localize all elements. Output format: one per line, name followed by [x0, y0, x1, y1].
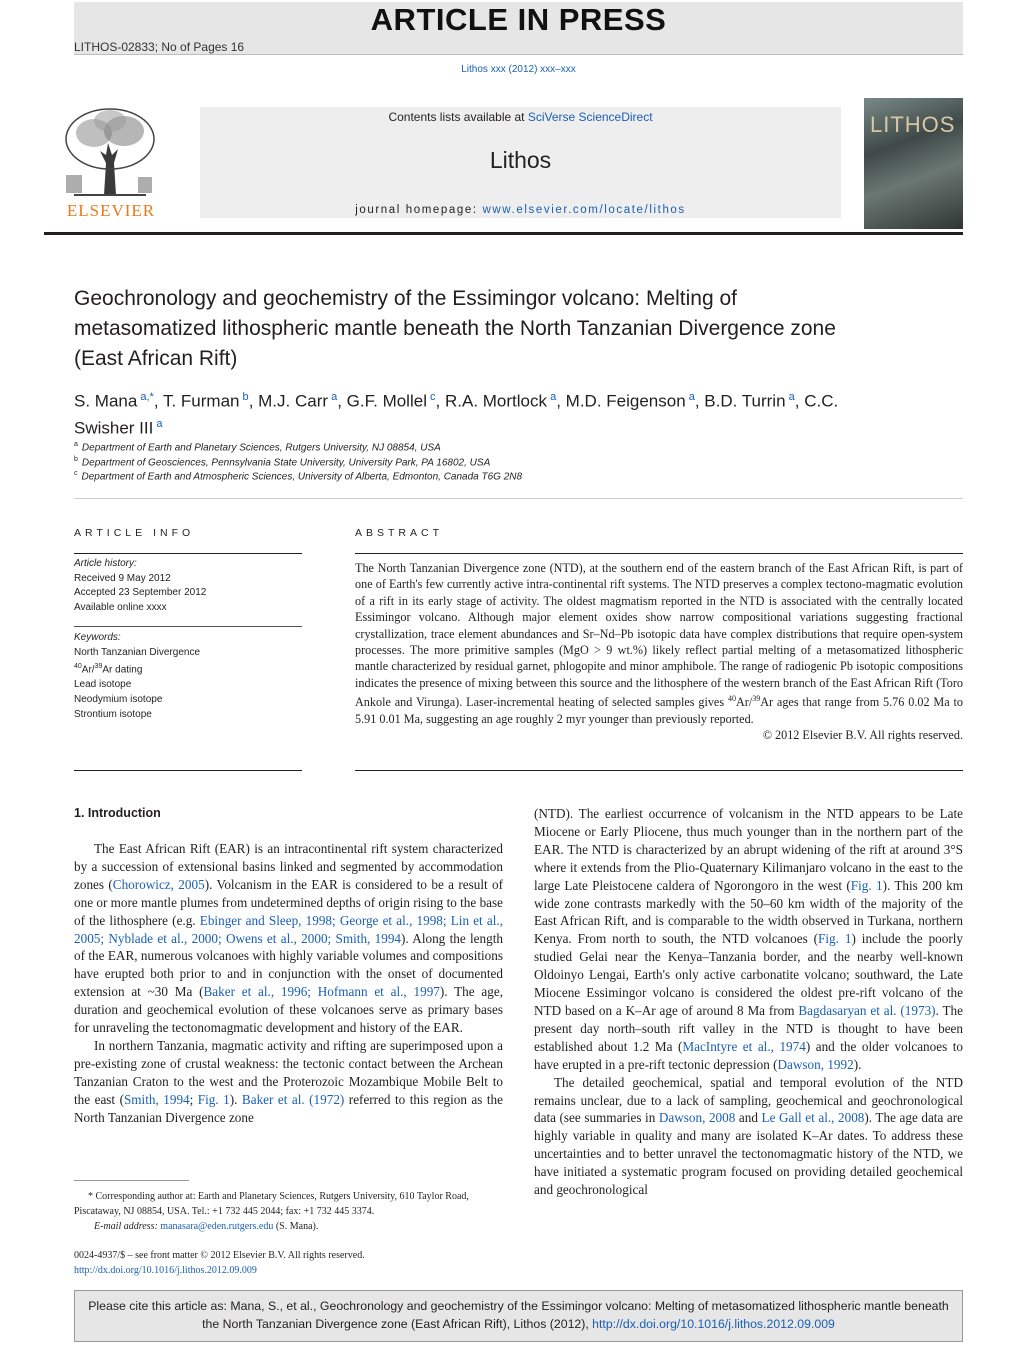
author-affiliation-marker[interactable]: c — [426, 391, 436, 403]
body-text: ). Volcanism in the EAR is considered to be a result of one or more mantle plumes from undetermined depths of origin rising to the base of the lithosphere (e.g. — [74, 876, 504, 928]
keyword: North Tanzanian Divergence — [74, 646, 201, 658]
citation-link[interactable]: Fig. 1 — [850, 877, 883, 893]
body-text: . The present day north–south rift valley in the NTD is thought to have been established about 1.2 Ma ( — [534, 1002, 963, 1054]
affiliation-text: Department of Earth and Planetary Sciences, Rutgers University, NJ 08854, USA — [81, 442, 441, 454]
abstract-text: Ar/ — [735, 695, 753, 710]
sciencedirect-link[interactable]: SciVerse ScienceDirect — [527, 110, 653, 124]
section-heading: 1. Introduction — [74, 806, 161, 820]
journal-reference[interactable]: Lithos xxx (2012) xxx–xxx — [461, 64, 576, 75]
superscript: 40 — [74, 663, 82, 671]
affiliation-marker: a — [74, 441, 78, 448]
citation-link[interactable]: MacIntyre et al., 1974 — [682, 1038, 806, 1054]
author-name: R.A. Mortlock — [444, 391, 548, 411]
author-name: G.F. Mollel — [346, 391, 427, 411]
abstract-rule — [355, 770, 963, 771]
corresponding-author: Corresponding author at: Earth and Planetary Sciences, Rutgers University, 610 Taylor Road, Piscataway, NJ 08854, USA. Tel.: +1 732 445 2044; fax: +1 732 445 3374. — [74, 1191, 469, 1217]
citation-link[interactable]: Baker et al., 1996; Hofmann et al., 1997 — [203, 984, 440, 1000]
body-text: The East African Rift (EAR) is an intracontinental rift system characterized by a succession of extensional basins linked and segmented by accommodation zones ( — [74, 841, 503, 892]
affiliation-b — [74, 456, 490, 468]
superscript: 40 — [727, 694, 736, 704]
abstract-text: The North Tanzanian Divergence zone (NTD), at the southern end of the eastern branch of the East African Rift, is part of one of Earth's few currently active intra-continental rift systems. The NTD preserves a complex tectono-magmatic evolution of a rift in its early stage of activity. The oldest magmatism reported in the NTD is associated with the centrally located Essimingor volcano. Although major element oxides show narrow compositional variations suggesting fractional crystallization, trace element abundances and Sr–Nd–Pb isotopic data have complex distributions that require open-system processes. The more primitive samples (MgO > 9 wt.%) likely reflect partial melting of a metasomatized lithospheric mantle characterized by residual garnet, phlogopite and minor amphibole. The range of radiogenic Pb isotopic compositions indicates the presence of mixing between this source and the lithosphere of the western branch of the East African Rift (Toro Ankole and Virunga). Laser-incremental heating of selected samples gives — [355, 561, 963, 710]
citation-link[interactable]: Chorowicz, 2005 — [112, 876, 205, 892]
body-text: ). — [853, 1056, 862, 1072]
body-text: ). The age data are highly variable in quality and many are isolated K–Ar dates. To address these uncertainties and to better unravel the tectonomagmatic history of the NTD, we have initiated a systematic program focused on providing detailed geochemical and geochronological — [534, 1110, 963, 1198]
citation-link[interactable]: Fig. 1 — [818, 931, 852, 947]
citation-link[interactable]: Le Gall et al., 2008 — [761, 1110, 865, 1126]
header-rule — [44, 232, 963, 235]
footnote — [74, 1189, 503, 1234]
front-matter — [74, 1248, 574, 1278]
affiliation-a — [74, 441, 441, 453]
online-date: Available online xxxx — [74, 602, 167, 614]
banner-subtitle: LITHOS-02833; No of Pages 16 — [74, 40, 245, 54]
footnote-rule — [74, 1180, 189, 1181]
article-in-press-banner — [74, 2, 963, 55]
abstract-rule — [355, 553, 963, 554]
journal-name: Lithos — [489, 147, 552, 173]
keyword-dating — [74, 660, 302, 678]
abstract-body — [355, 560, 963, 744]
doi-link[interactable]: http://dx.doi.org/10.1016/j.lithos.2012.09.009 — [74, 1265, 257, 1276]
citation-link[interactable]: Baker et al. (1972) — [241, 1091, 345, 1107]
affiliation-marker: b — [74, 456, 78, 463]
homepage-prefix: journal homepage: — [355, 204, 483, 216]
citation-text — [85, 1297, 952, 1333]
author-affiliation-marker[interactable]: a,* — [137, 391, 154, 403]
body-text: The detailed geochemical, spatial and temporal evolution of the NTD remains unclear, due to a lack of sampling, geochemical and geochronological data (see summaries in — [534, 1074, 963, 1126]
author-name: T. Furman — [162, 391, 240, 411]
email-label: E-mail address: — [94, 1221, 161, 1232]
email-link[interactable]: manasara@eden.rutgers.edu — [160, 1221, 274, 1232]
author-name: B.D. Turrin — [704, 391, 786, 411]
keyword-part: Ar/ — [81, 664, 95, 676]
homepage-link[interactable]: www.elsevier.com/locate/lithos — [482, 204, 686, 216]
publisher-name: ELSEVIER — [66, 201, 156, 220]
paragraph — [534, 1074, 963, 1199]
citation-doi-link[interactable]: http://dx.doi.org/10.1016/j.lithos.2012.09.009 — [592, 1317, 835, 1331]
author-name: C.C. Swisher III — [74, 391, 839, 438]
contents-line — [200, 110, 841, 124]
superscript: 39 — [752, 694, 761, 704]
info-rule — [74, 626, 302, 627]
author-affiliation-marker[interactable]: a — [328, 391, 338, 403]
author-separator: , — [556, 391, 566, 411]
affiliation-c — [74, 470, 522, 482]
body-text: ). The age, duration and geochemical evolution of these volcanoes serve as primary bases for unraveling the tectonomagmatic development and history of the EAR. — [74, 984, 503, 1036]
copyright: © 2012 Elsevier B.V. All rights reserved. — [762, 728, 963, 743]
contents-prefix: Contents lists available at — [388, 110, 528, 124]
citation-link[interactable]: Dawson, 2008 — [658, 1110, 736, 1126]
author-separator: , — [794, 391, 805, 411]
affiliation-rule — [74, 498, 963, 499]
author-separator: , — [337, 391, 347, 411]
received-date: Received 9 May 2012 — [74, 572, 171, 584]
paragraph — [74, 1037, 503, 1127]
body-text: and — [735, 1110, 762, 1126]
info-rule — [74, 770, 302, 771]
accepted-date: Accepted 23 September 2012 — [74, 587, 207, 599]
journal-header — [200, 107, 841, 218]
citation-link[interactable]: Smith, 1994 — [123, 1091, 190, 1107]
author-affiliation-marker[interactable]: a — [685, 391, 695, 403]
journal-homepage — [200, 204, 841, 216]
footnote-marker: * — [88, 1191, 93, 1202]
article-title: Geochronology and geochemistry of the Essimingor volcano: Melting of metasomatized lithospheric mantle beneath the North Tanzanian Divergence zone (East African Rift) — [74, 287, 836, 370]
abstract-heading: ABSTRACT — [355, 527, 444, 539]
body-column-right — [534, 805, 963, 1199]
body-text: ). This 200 km wide zone contrasts markedly with the 50–60 km width of the majority of the East African Rift, and is comparable to the width observed in Turkana, northern Kenya. From north to south, the NTD volcanoes ( — [534, 877, 964, 947]
citation-link[interactable]: Bagdasaryan et al. (1973) — [798, 1002, 936, 1018]
citation-body: Please cite this article as: Mana, S., et al., Geochronology and geochemistry of the Essimingor volcano: Melting of metasomatized lithospheric mantle beneath the North Tanzanian Divergence zone (East African Rift), Lithos (2012), — [88, 1299, 949, 1331]
journal-cover-image — [864, 98, 963, 229]
author-affiliation-marker[interactable]: b — [239, 391, 249, 403]
tree-icon — [44, 103, 178, 221]
keywords-label: Keywords: — [74, 632, 121, 643]
body-text: ). Along the length of the EAR, numerous volcanoes with highly variable volumes and compositions have erupted both prior to and in conjunction with the onset of documented extension at ~30 Ma ( — [74, 930, 503, 1000]
body-text: ). — [229, 1091, 242, 1107]
banner-title: ARTICLE IN PRESS — [370, 2, 667, 37]
history-label: Article history: — [74, 558, 137, 569]
keyword-part: Ar dating — [102, 664, 143, 676]
superscript: 39 — [94, 663, 103, 671]
affiliation-text: Department of Earth and Atmospheric Sciences, University of Alberta, Edmonton, Canada T6G 2N8 — [81, 471, 523, 483]
article-history — [74, 557, 302, 616]
citation-box — [74, 1290, 963, 1342]
author-list — [74, 386, 894, 439]
keyword: Neodymium isotope — [74, 694, 163, 706]
author-name: S. Mana — [74, 391, 138, 411]
keyword: Lead isotope — [74, 679, 132, 691]
issn-line: 0024-4937/$ – see front matter © 2012 Elsevier B.V. All rights reserved. — [74, 1250, 365, 1261]
author-separator: , — [694, 391, 705, 411]
paragraph — [74, 840, 503, 1037]
affiliation-marker: c — [74, 470, 78, 477]
body-text: ; — [189, 1091, 198, 1107]
cover-title: LITHOS — [870, 112, 956, 137]
citation-link[interactable]: Dawson, 1992 — [777, 1056, 854, 1072]
keyword: Strontium isotope — [74, 708, 152, 720]
abstract-text: Ar ages that range from 5.76 0.02 Ma to 5.91 0.01 Ma, suggesting an age roughly 2 myr younger than previously reported. — [355, 695, 963, 726]
paragraph — [534, 805, 963, 1074]
citation-link[interactable]: Ebinger and Sleep, 1998; George et al., 1998; Lin et al., 2005; Nyblade et al., 2000; Owens et al., 2000; Smith, 1994 — [74, 912, 503, 946]
body-text: In northern Tanzania, magmatic activity and rifting are superimposed upon a pre-existing zone of crustal weakness: the tectonic contact between the Archean Tanzanian Craton to the west and the Proterozoic Mozambique Mobile Belt to the east ( — [74, 1037, 503, 1107]
keywords — [74, 631, 302, 723]
author-name: M.J. Carr — [258, 391, 329, 411]
author-affiliation-marker[interactable]: a — [785, 391, 795, 403]
email-suffix: (S. Mana). — [273, 1221, 319, 1232]
body-text: referred to this region as the North Tanzanian Divergence zone — [74, 1091, 503, 1125]
article-info-heading: ARTICLE INFO — [74, 527, 195, 539]
elsevier-logo — [44, 103, 178, 221]
body-text: (NTD). The earliest occurrence of volcanism in the NTD appears to be Late Miocene or Early Pliocene, thus much younger than in the northern part of the EAR. The NTD is characterized by an abrupt widening of the rift at around 3°S where it extends from the Plio-Quaternary Kilimanjaro volcano in the east to the large Late Pleistocene caldera of Ngorongoro in the west ( — [534, 806, 963, 893]
info-rule — [74, 553, 302, 554]
author-separator: , — [248, 391, 259, 411]
author-separator: , — [153, 391, 163, 411]
citation-link[interactable]: Fig. 1 — [197, 1091, 230, 1107]
body-text: ) and the older volcanoes to have erupted in a pre-rift tectonic depression ( — [534, 1038, 963, 1072]
author-separator: , — [435, 391, 445, 411]
author-affiliation-marker[interactable]: a — [153, 417, 163, 430]
author-affiliation-marker[interactable]: a — [547, 391, 557, 403]
affiliation-text: Department of Geosciences, Pennsylvania State University, University Park, PA 16802, USA — [81, 457, 491, 469]
body-text: ) include the poorly studied Gelai near the Kenya–Tanzania border, and the nearby well-known Oldoinyo Lengai, Earth's only active carbonatite volcano; southward, the Late Miocene Essimingor volcano is considered the oldest pre-rift volcano of the NTD based on a K–Ar age of around 8 Ma from — [534, 931, 964, 1018]
author-name: M.D. Feigenson — [565, 391, 686, 411]
body-column-left — [74, 840, 503, 1127]
